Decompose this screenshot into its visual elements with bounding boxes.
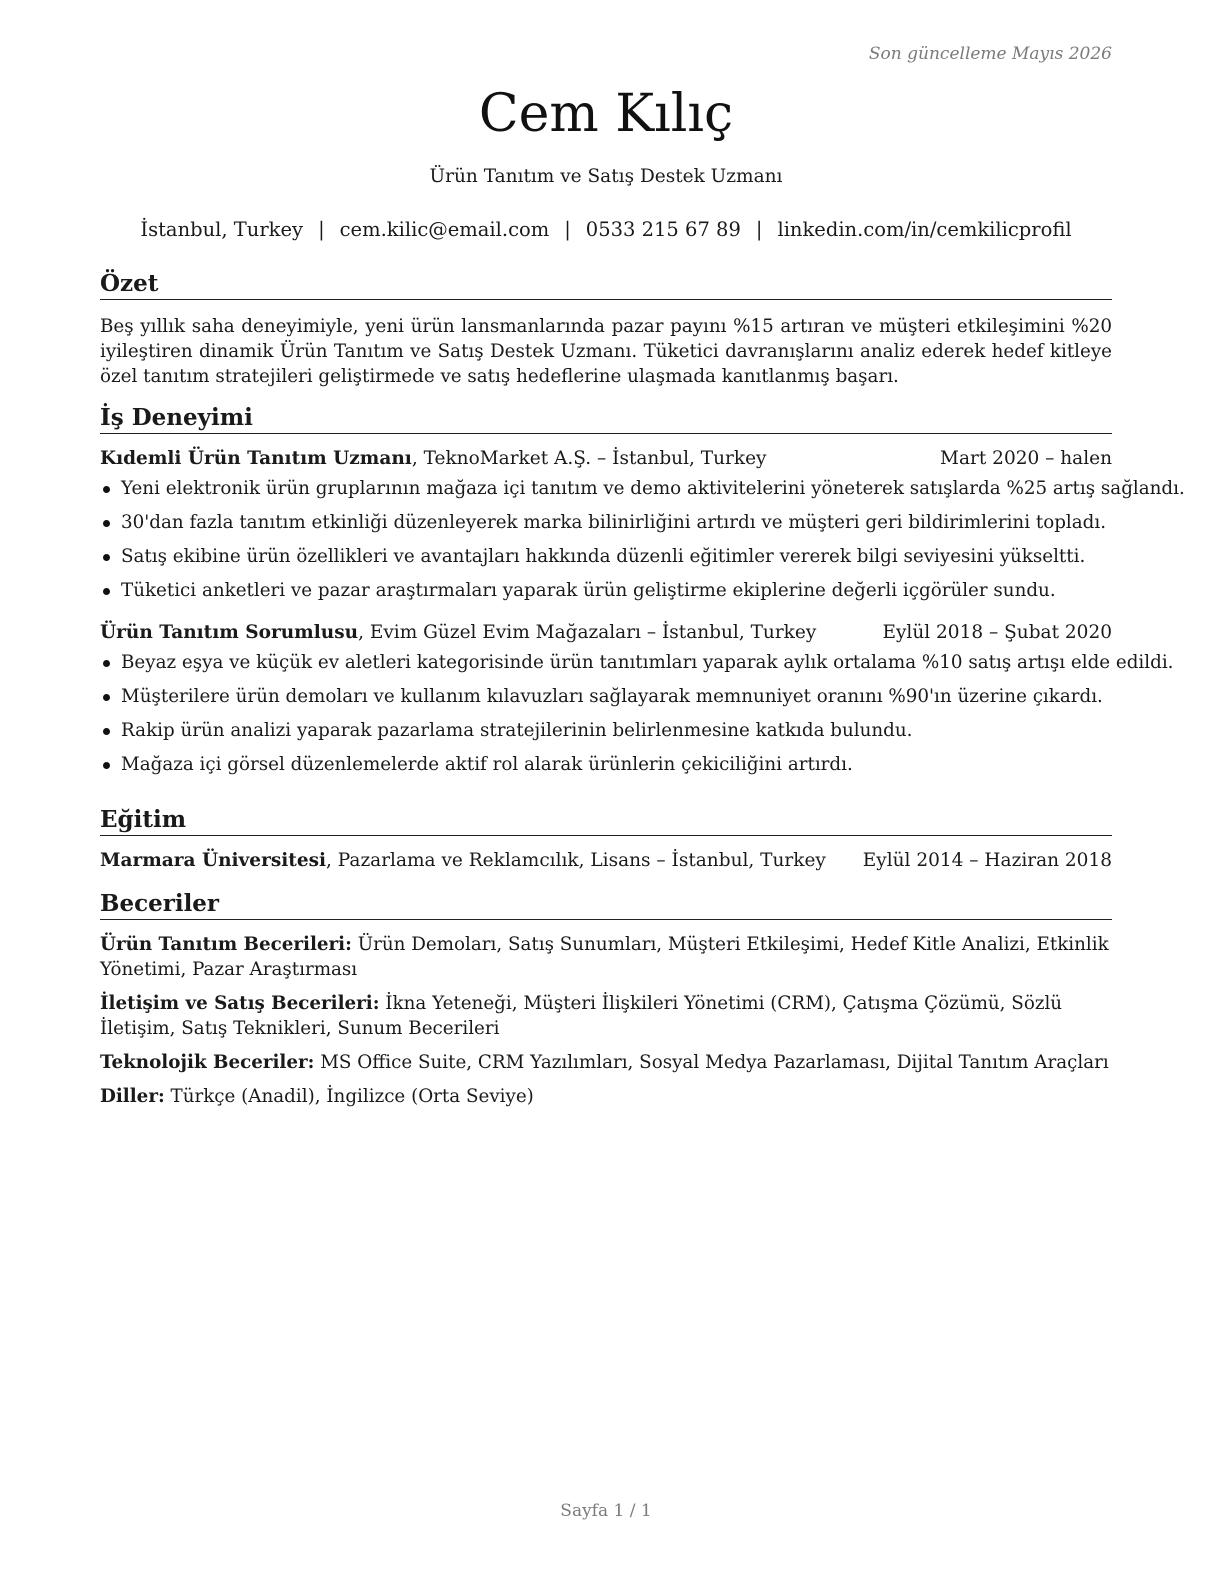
job-dates: Mart 2020 – halen — [940, 448, 1112, 469]
skill-label: Teknolojik Beceriler: — [100, 1052, 315, 1073]
page-number: Sayfa 1 / 1 — [560, 1501, 652, 1521]
skill-row — [100, 1050, 1112, 1075]
skill-value: Türkçe (Anadil), İngilizce (Orta Seviye) — [164, 1086, 534, 1107]
job-header — [100, 620, 1112, 646]
skill-row — [100, 932, 1112, 982]
experience-section — [100, 404, 1185, 786]
job-org: , Evim Güzel Evim Mağazaları – İstanbul, Turkey — [358, 622, 817, 643]
section-heading: Eğitim — [100, 806, 1112, 836]
skills-list — [100, 932, 1112, 1109]
job-role: Ürün Tanıtım Sorumlusu — [100, 622, 359, 643]
job-header — [100, 446, 1112, 472]
education-title-line — [100, 848, 826, 874]
candidate-title: Ürün Tanıtım ve Satış Destek Uzmanı — [429, 166, 783, 187]
section-heading: Özet — [100, 270, 1112, 300]
education-section — [100, 806, 1112, 874]
list-item: Satış ekibine ürün özellikleri ve avantajları hakkında düzenli eğitimler vererek bilgi seviyesini yükseltti. — [100, 544, 1112, 570]
list-item: 30'dan fazla tanıtım etkinliği düzenleyerek marka bilinirliğini artırdı ve müşteri geri bildirimlerini topladı. — [100, 510, 1112, 536]
summary-section — [100, 270, 1112, 389]
education-dates: Eylül 2014 – Haziran 2018 — [862, 850, 1112, 871]
job-title-line — [100, 620, 816, 646]
skill-value: İkna Yeteneği, Müşteri İlişkileri Yönetimi (CRM), Çatışma Çözümü, Sözlü İletişim, Satış Teknikleri, Sunum Becerileri — [100, 993, 1063, 1039]
job-org: , TeknoMarket A.Ş. – İstanbul, Turkey — [411, 448, 767, 469]
contact-separator: | — [564, 218, 571, 241]
job-bullets — [100, 476, 1185, 604]
skill-label: İletişim ve Satış Becerileri: — [100, 993, 380, 1014]
skill-row — [100, 1084, 1112, 1109]
candidate-name: Cem Kılıç — [478, 84, 734, 144]
list-item: Beyaz eşya ve küçük ev aletleri kategorisinde ürün tanıtımları yaparak aylık ortalama %10 satış artışı elde edildi. — [100, 650, 1112, 676]
resume-page — [100, 0, 1185, 1584]
job-bullets — [100, 650, 1174, 778]
job-title-line — [100, 446, 766, 472]
last-updated-note: Son güncelleme Mayıs 2026 — [868, 44, 1112, 64]
contact-separator: | — [755, 218, 763, 241]
list-item: Yeni elektronik ürün gruplarının mağaza içi tanıtım ve demo aktivitelerini yöneterek satışlarda %25 artış sağlandı. — [100, 476, 1112, 502]
education-detail: , Pazarlama ve Reklamcılık, Lisans – İstanbul, Turkey — [326, 850, 826, 871]
contact-location: İstanbul, Turkey — [140, 218, 304, 241]
skill-label: Diller: — [100, 1086, 165, 1107]
summary-text: Beş yıllık saha deneyimiyle, yeni ürün lansmanlarında pazar payını %15 artıran ve müşteri etkileşimini %20 iyileştiren dinamik Ürün Tanıtım ve Satış Destek Uzmanı. Tüketici davranışlarını analiz ederek hedef kitleye özel tanıtım stratejileri geliştirmede ve satış hedeflerine ulaşmada kanıtlanmış başarı. — [100, 316, 1112, 387]
skill-row — [100, 991, 1112, 1041]
contact-email[interactable]: cem.kilic@email.com — [339, 218, 550, 241]
skills-section — [100, 890, 1112, 1118]
list-item: Tüketici anketleri ve pazar araştırmaları yaparak ürün geliştirme ekiplerine değerli içgörüler sundu. — [100, 578, 1112, 604]
list-item: Mağaza içi görsel düzenlemelerde aktif rol alarak ürünlerin çekiciliğini artırdı. — [100, 752, 1112, 778]
contact-separator: | — [318, 218, 325, 241]
section-heading: İş Deneyimi — [100, 404, 1112, 434]
contact-line — [100, 218, 1112, 241]
skill-value: MS Office Suite, CRM Yazılımları, Sosyal Medya Pazarlaması, Dijital Tanıtım Araçları — [314, 1052, 1109, 1073]
section-heading: Beceriler — [100, 890, 1112, 920]
contact-phone[interactable]: 0533 215 67 89 — [585, 218, 741, 241]
job-dates: Eylül 2018 – Şubat 2020 — [882, 622, 1112, 643]
list-item: Müşterilere ürün demoları ve kullanım kılavuzları sağlayarak memnuniyet oranını %90'ın üzerine çıkardı. — [100, 684, 1112, 710]
job-entry — [100, 446, 1185, 604]
education-school: Marmara Üniversitesi — [100, 850, 327, 871]
education-entry — [100, 848, 1112, 874]
contact-linkedin[interactable]: linkedin.com/in/cemkilicprofil — [777, 218, 1072, 241]
skill-label: Ürün Tanıtım Becerileri: — [100, 934, 352, 955]
job-role: Kıdemli Ürün Tanıtım Uzmanı — [100, 448, 412, 469]
skill-value: Ürün Demoları, Satış Sunumları, Müşteri Etkileşimi, Hedef Kitle Analizi, Etkinlik Yönetimi, Pazar Araştırması — [100, 934, 1109, 980]
list-item: Rakip ürün analizi yaparak pazarlama stratejilerinin belirlenmesine katkıda bulundu. — [100, 718, 1112, 744]
job-entry — [100, 620, 1174, 778]
